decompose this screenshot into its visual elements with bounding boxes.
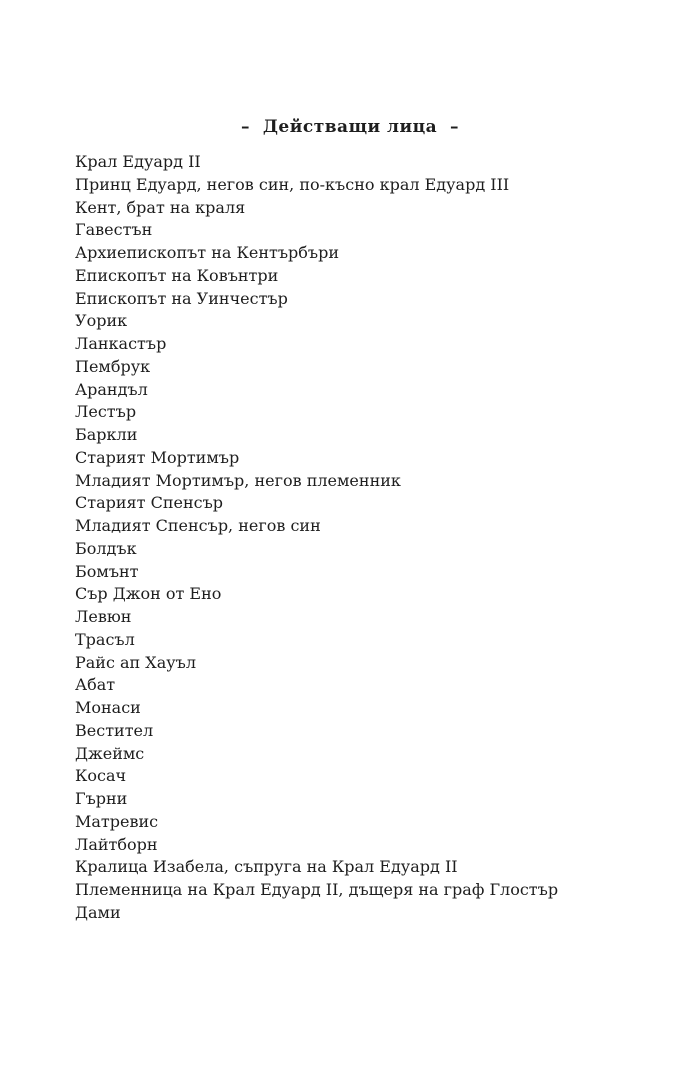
cast-item: Архиепископът на Кентърбъри bbox=[75, 243, 340, 262]
cast-item: Младият Мортимър, негов племенник bbox=[75, 470, 401, 490]
cast-item: Уорик bbox=[75, 311, 128, 331]
cast-item: Абат bbox=[75, 675, 116, 695]
cast-item: Епископът на Ковънтри bbox=[75, 265, 279, 285]
cast-item: Младият Спенсър, негов син bbox=[75, 516, 321, 535]
cast-item: Бомънт bbox=[75, 561, 139, 581]
cast-item: Лестър bbox=[75, 402, 137, 422]
cast-item: Левюн bbox=[75, 607, 132, 626]
cast-item: Трасъл bbox=[75, 629, 135, 649]
cast-item: Кент, брат на краля bbox=[75, 197, 246, 217]
cast-item: Вестител bbox=[75, 720, 154, 740]
cast-item: Дами bbox=[75, 902, 121, 922]
page-heading: – Действащи лица – bbox=[240, 117, 460, 137]
cast-item: Гърни bbox=[75, 789, 128, 808]
cast-item: Джеймс bbox=[75, 743, 145, 763]
cast-item: Епископът на Уинчестър bbox=[75, 288, 288, 308]
cast-item: Ланкастър bbox=[75, 334, 167, 353]
cast-item: Крал Едуард II bbox=[75, 152, 201, 171]
cast-item: Старият Мортимър bbox=[75, 447, 240, 467]
cast-item: Болдък bbox=[75, 538, 137, 558]
cast-item: Монаси bbox=[75, 698, 141, 717]
cast-list bbox=[75, 151, 558, 925]
cast-item: Старият Спенсър bbox=[75, 493, 223, 513]
cast-item: Принц Едуард, негов син, по-късно крал Едуард III bbox=[75, 174, 510, 194]
cast-item: Пембрук bbox=[75, 356, 151, 376]
cast-item: Сър Джон от Ено bbox=[75, 584, 222, 604]
cast-item: Косач bbox=[75, 766, 127, 786]
cast-item: Арандъл bbox=[75, 379, 148, 399]
cast-item: Кралица Изабела, съпруга на Крал Едуард II bbox=[75, 857, 458, 877]
cast-item: Племенница на Крал Едуард II, дъщеря на граф Глостър bbox=[75, 880, 559, 899]
cast-item: Райс ап Хауъл bbox=[75, 652, 196, 672]
cast-item: Гавестън bbox=[75, 220, 153, 240]
cast-item: Матревис bbox=[75, 811, 159, 831]
cast-item: Баркли bbox=[75, 425, 138, 444]
cast-item: Лайтборн bbox=[75, 834, 158, 854]
